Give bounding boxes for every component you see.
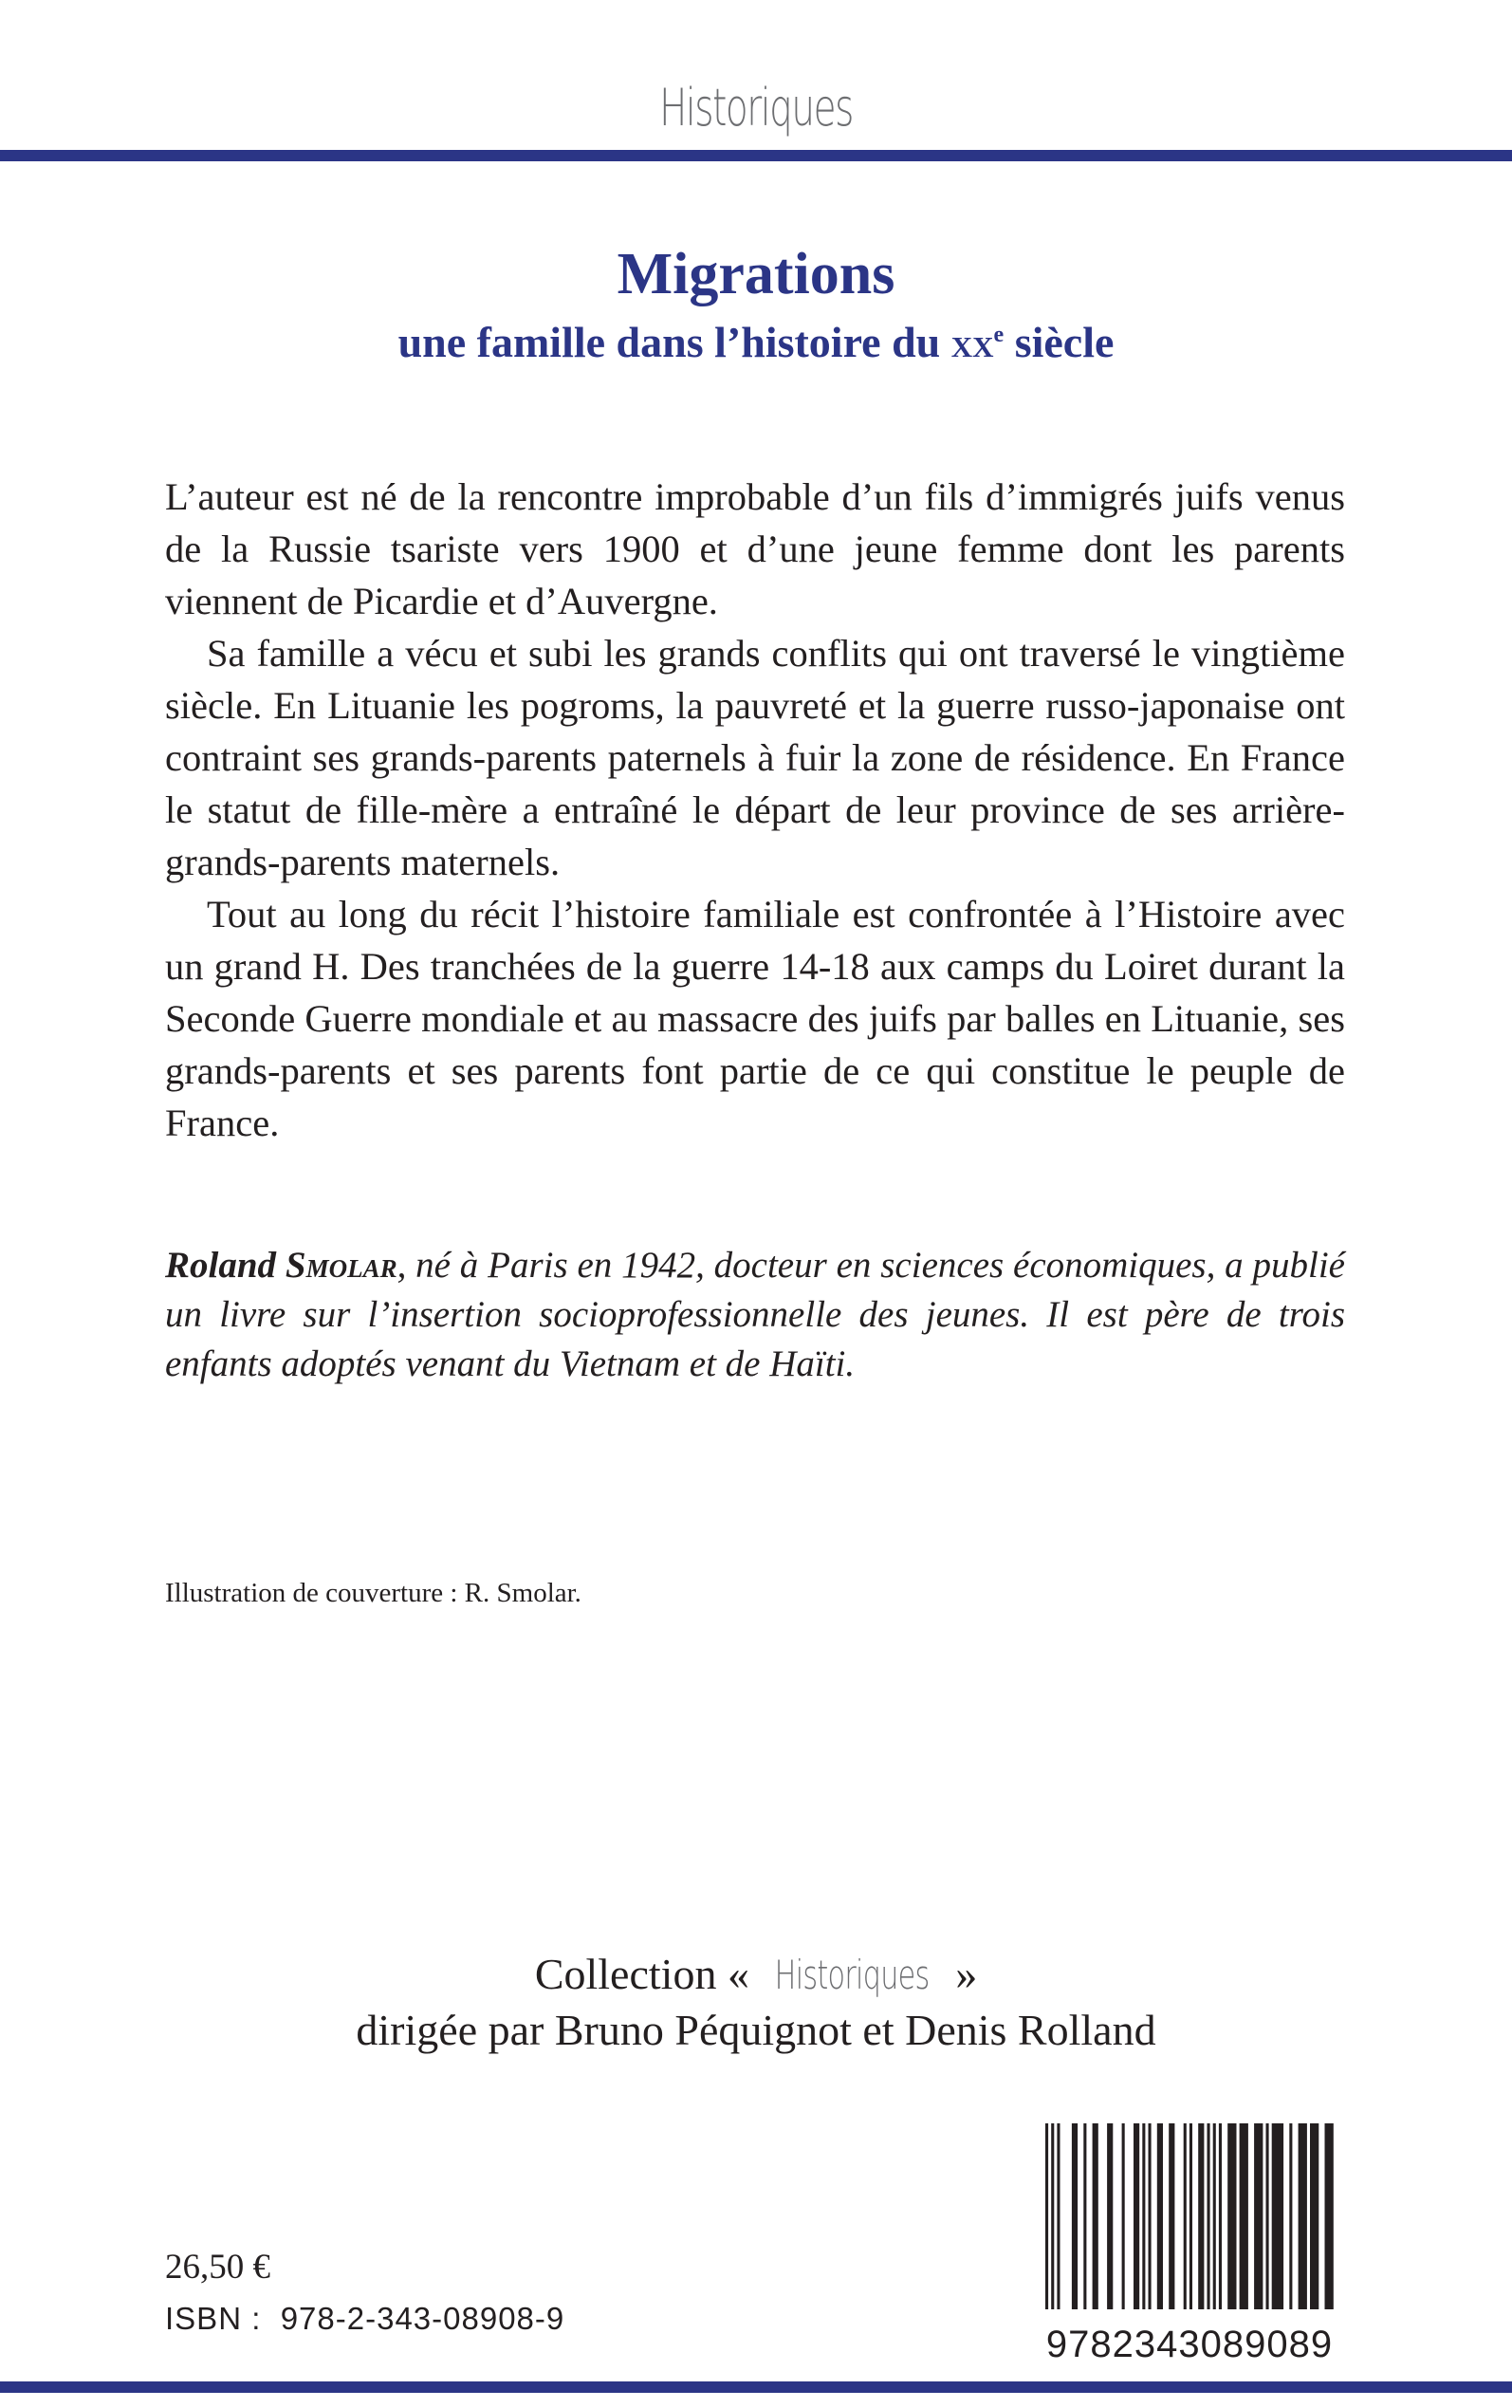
book-subtitle [0,317,1512,367]
barcode-bar [1083,2123,1086,2309]
blurb-paragraph-3: Tout au long du récit l’histoire familiale est confrontée à l’Histoire avec un grand H. Des tranchées de la guerre 14-18 aux camps du Loiret durant la Seconde Guerre mondiale et au massacre des juifs par balles en Lituanie, ses grands-parents et ses parents font partie de ce qui constitue le peuple de France. [165,893,1345,1144]
barcode-bar [1208,2123,1210,2309]
barcode-bar [1240,2123,1248,2309]
barcode [1040,2120,1339,2362]
author-name [165,1245,397,1286]
barcode-bar [1325,2123,1334,2309]
barcode-bar [1272,2123,1283,2309]
collection-prefix: Collection « [534,1950,749,1998]
barcode-bar [1051,2123,1054,2309]
barcode-bar [1072,2123,1078,2309]
barcode-bar [1266,2123,1269,2309]
subtitle-century: xx [950,320,994,366]
subtitle-text-pre: une famille dans l’histoire du [397,318,951,366]
back-cover-blurb [165,471,1345,1149]
collection-name: Historiques [775,1952,931,1998]
barcode-bar [1184,2123,1187,2309]
barcode-bar [1149,2123,1152,2309]
barcode-bar [1045,2123,1048,2309]
top-rule [0,150,1512,161]
bottom-rule [0,2381,1512,2393]
author-bio-text: , né à Paris en 1942, docteur en sciences économiques, a publié un livre sur l’insertion socioprofessionnelle des jeunes. Il est père de trois enfants adoptés venant du Vietnam et de Haïti. [165,1245,1345,1384]
book-title: Migrations [617,242,895,306]
isbn [165,2301,564,2337]
subtitle-text-post: siècle [1004,318,1115,366]
barcode-bar [1198,2123,1204,2309]
barcode-bar [1142,2123,1145,2309]
author-first-name: Roland [165,1245,277,1286]
barcode-bar [1134,2123,1139,2309]
barcode-bar [1213,2123,1216,2309]
barcode-bar [1310,2123,1318,2309]
barcode-bar [1299,2123,1307,2309]
barcode-bar [1289,2123,1292,2309]
price: 26,50 € [165,2248,270,2287]
isbn-number: 978-2-343-08908-9 [280,2301,565,2336]
blurb-paragraph-2: Sa famille a vécu et subi les grands conflits qui ont traversé le vingtième siècle. En Lituanie les pogroms, la pauvreté et la guerre russo-japonaise ont contraint ses grands-parents paternels à fuir la zone de résidence. En France le statut de fille-mère a entraîné le départ de leur province de ses arrière-grands-parents maternels. [165,632,1345,883]
collection-suffix: » [955,1950,978,1998]
author-bio [165,1241,1345,1389]
barcode-bar [1122,2123,1125,2309]
barcode-bar [1169,2123,1174,2309]
barcode-bar [1227,2123,1236,2309]
barcode-bar [1254,2123,1263,2309]
subtitle-century-suffix: e [993,323,1005,347]
series-label: Historiques [659,78,853,138]
illustration-credit: Illustration de couverture : R. Smolar. [165,1578,581,1608]
barcode-number: 9782343089089 [1045,2324,1334,2362]
barcode-bar [1107,2123,1113,2309]
barcode-bar [1189,2123,1192,2309]
collection-line [0,1949,1512,1999]
barcode-bar [1093,2123,1098,2309]
barcode-bar [1157,2123,1163,2309]
collection-directors: dirigée par Bruno Péquignot et Denis Rolland [356,2006,1156,2054]
barcode-bar [1057,2123,1060,2309]
barcode-bar [1219,2123,1222,2309]
isbn-label: ISBN : [165,2301,262,2336]
blurb-paragraph-1: L’auteur est né de la rencontre improbable d’un fils d’immigrés juifs venus de la Russie tsariste vers 1900 et d’une jeune femme dont les parents viennent de Picardie et d’Auvergne. [165,475,1345,622]
author-last-name: Smolar [285,1245,397,1286]
